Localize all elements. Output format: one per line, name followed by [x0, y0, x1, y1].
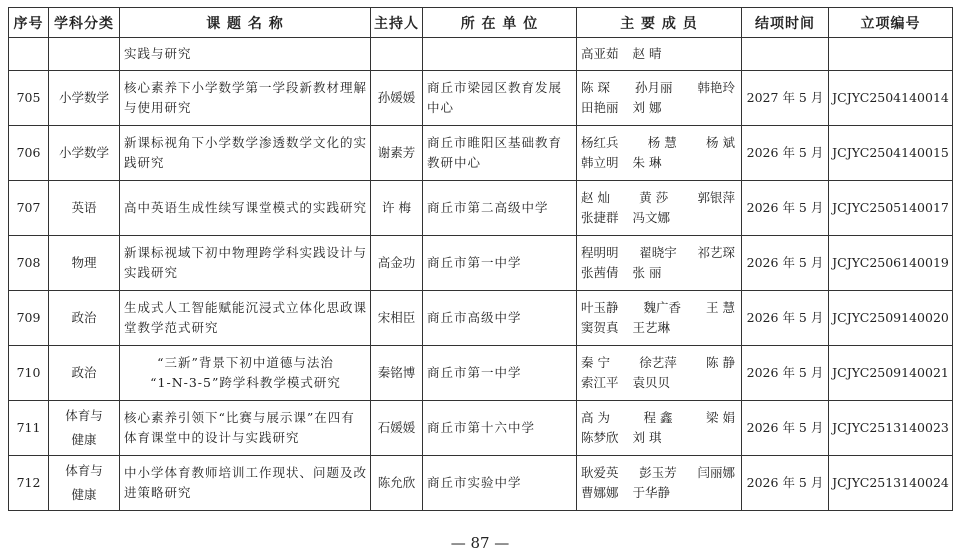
- members-line: [581, 318, 741, 338]
- table-row: [9, 71, 953, 126]
- member-name: 赵 灿: [581, 190, 610, 205]
- row-category-cell: 政治: [49, 346, 120, 401]
- row-project-id-cell: JCJYC2513140024: [829, 456, 953, 511]
- row-end-time-cell: 2026 年 5 月: [742, 401, 829, 456]
- row-host-cell: 孙媛媛: [371, 71, 423, 126]
- cont-host-cell: [371, 38, 423, 71]
- member-name: 刘 娜: [632, 100, 662, 115]
- members-line: [581, 208, 741, 228]
- row-no-cell: 708: [9, 236, 49, 291]
- project-table: [8, 7, 953, 511]
- members-line: [581, 188, 741, 208]
- member-name: 王艺琳: [632, 320, 671, 335]
- row-category-cell: 小学数学: [49, 71, 120, 126]
- row-no-cell: 710: [9, 346, 49, 401]
- cont-end-cell: [742, 38, 829, 71]
- row-unit-cell: 商丘市睢阳区基础教育教研中心: [423, 126, 577, 181]
- member-name: 索江平: [581, 375, 619, 390]
- row-host-cell: 秦铭博: [371, 346, 423, 401]
- member-name: 田艳丽: [581, 100, 619, 115]
- row-no-cell: 705: [9, 71, 49, 126]
- row-project-id-cell: JCJYC2513140023: [829, 401, 953, 456]
- cont-no-cell: [9, 38, 49, 71]
- member-name: 冯文娜: [632, 210, 671, 225]
- row-host-cell: 宋相臣: [371, 291, 423, 346]
- table-header-row: [9, 8, 953, 38]
- header-project-id: 立项编号: [829, 8, 953, 38]
- table-row: [9, 401, 953, 456]
- row-end-time-cell: 2026 年 5 月: [742, 456, 829, 511]
- row-project-id-cell: JCJYC2506140019: [829, 236, 953, 291]
- row-members-cell: [577, 181, 742, 236]
- member-name: 刘 琪: [632, 430, 662, 445]
- row-topic-cell: 核心素养引领下“比赛与展示课”在四有体育课堂中的设计与实践研究: [120, 401, 371, 456]
- members-line: [581, 243, 741, 263]
- row-category-cell: 英语: [49, 181, 120, 236]
- row-end-time-cell: 2026 年 5 月: [742, 236, 829, 291]
- member-name: 翟晓宇: [639, 245, 677, 260]
- member-name: 叶玉静: [581, 300, 619, 315]
- members-line: [581, 483, 741, 503]
- row-members-cell: [577, 71, 742, 126]
- member-name: 彭玉芳: [639, 465, 677, 480]
- cont-category-cell: [49, 38, 120, 71]
- row-unit-cell: 商丘市第二高级中学: [423, 181, 577, 236]
- row-category-cell: 小学数学: [49, 126, 120, 181]
- row-unit-cell: 商丘市第一中学: [423, 346, 577, 401]
- member-name: 耿爱英: [581, 465, 619, 480]
- row-unit-cell: 商丘市实验中学: [423, 456, 577, 511]
- header-unit: 所 在 单 位: [423, 8, 577, 38]
- member-name: 杨 慧: [647, 135, 677, 150]
- row-category-cell: 政治: [49, 291, 120, 346]
- table-row: [9, 291, 953, 346]
- members-line: [581, 373, 741, 393]
- row-no-cell: 709: [9, 291, 49, 346]
- cont-members-cell: [577, 38, 742, 71]
- members-line: [581, 153, 741, 173]
- member-name: 张 丽: [632, 265, 662, 280]
- row-topic-cell: 核心素养下小学数学第一学段新教材理解与使用研究: [120, 71, 371, 126]
- member-name: 韩艳玲: [697, 80, 735, 95]
- member-name: 徐艺萍: [639, 355, 677, 370]
- member-name: 窦贺真: [581, 320, 619, 335]
- header-topic: 课 题 名 称: [120, 8, 371, 38]
- row-project-id-cell: JCJYC2504140015: [829, 126, 953, 181]
- members-line: [581, 408, 741, 428]
- member-name: 程明明: [581, 245, 619, 260]
- row-topic-cell: 高中英语生成性续写课堂模式的实践研究: [120, 181, 371, 236]
- row-members-cell: [577, 346, 742, 401]
- page-number: — 87 —: [450, 534, 510, 552]
- continuation-row: [9, 38, 953, 71]
- header-no: 序号: [9, 8, 49, 38]
- member-name: 陈 静: [706, 355, 735, 370]
- category-line: 体育与: [65, 408, 103, 423]
- topic-line: “三新”背景下初中道德与法治: [157, 355, 334, 370]
- row-host-cell: 石媛媛: [371, 401, 423, 456]
- members-line: [581, 298, 741, 318]
- members-line: [581, 98, 741, 118]
- member-name: 于华静: [632, 485, 671, 500]
- header-end-time: 结项时间: [742, 8, 829, 38]
- member-name: 赵 晴: [632, 46, 662, 61]
- member-name: 高 为: [581, 410, 610, 425]
- members-line: [581, 263, 741, 283]
- row-host-cell: 许 梅: [371, 181, 423, 236]
- cont-id-cell: [829, 38, 953, 71]
- row-project-id-cell: JCJYC2509140020: [829, 291, 953, 346]
- header-host: 主持人: [371, 8, 423, 38]
- table-row: [9, 126, 953, 181]
- member-name: 高亚茹: [581, 46, 619, 61]
- row-end-time-cell: 2026 年 5 月: [742, 291, 829, 346]
- member-name: 王 慧: [706, 300, 735, 315]
- row-host-cell: 陈允欣: [371, 456, 423, 511]
- member-name: 秦 宁: [581, 355, 610, 370]
- row-no-cell: 706: [9, 126, 49, 181]
- row-unit-cell: 商丘市梁园区教育发展中心: [423, 71, 577, 126]
- row-project-id-cell: JCJYC2509140021: [829, 346, 953, 401]
- member-name: 朱 琳: [632, 155, 662, 170]
- row-end-time-cell: 2026 年 5 月: [742, 126, 829, 181]
- members-line: [581, 463, 741, 483]
- member-name: 袁贝贝: [632, 375, 671, 390]
- table-row: [9, 236, 953, 291]
- member-name: 张茜倩: [581, 265, 619, 280]
- row-topic-cell: 新课标视域下初中物理跨学科实践设计与实践研究: [120, 236, 371, 291]
- member-name: 梁 娟: [706, 410, 735, 425]
- row-no-cell: 707: [9, 181, 49, 236]
- member-name: 张捷群: [581, 210, 619, 225]
- cont-unit-cell: [423, 38, 577, 71]
- row-topic-cell: 生成式人工智能赋能沉浸式立体化思政课堂教学范式研究: [120, 291, 371, 346]
- row-end-time-cell: 2027 年 5 月: [742, 71, 829, 126]
- member-name: 韩立明: [581, 155, 619, 170]
- member-name: 程 鑫: [643, 410, 673, 425]
- row-topic-cell: [120, 346, 371, 401]
- row-members-cell: [577, 236, 742, 291]
- row-unit-cell: 商丘市第十六中学: [423, 401, 577, 456]
- category-line: 健康: [71, 432, 97, 447]
- table-row: [9, 456, 953, 511]
- row-host-cell: 高金功: [371, 236, 423, 291]
- member-name: 杨 斌: [706, 135, 735, 150]
- row-members-cell: [577, 456, 742, 511]
- row-end-time-cell: 2026 年 5 月: [742, 181, 829, 236]
- table-row: [9, 346, 953, 401]
- member-name: 祁艺琛: [697, 245, 735, 260]
- member-name: 孙月丽: [634, 80, 673, 95]
- row-no-cell: 711: [9, 401, 49, 456]
- members-line: [581, 353, 741, 373]
- header-category: 学科分类: [49, 8, 120, 38]
- row-members-cell: [577, 126, 742, 181]
- header-members: 主 要 成 员: [577, 8, 742, 38]
- row-category-cell: [49, 401, 120, 456]
- members-line: [581, 133, 741, 153]
- cont-topic-cell: 实践与研究: [120, 38, 371, 71]
- row-project-id-cell: JCJYC2504140014: [829, 71, 953, 126]
- member-name: 陈梦欣: [581, 430, 619, 445]
- member-name: 魏广香: [643, 300, 682, 315]
- row-category-cell: [49, 456, 120, 511]
- members-line: [581, 78, 741, 98]
- row-topic-cell: 中小学体育教师培训工作现状、问题及改进策略研究: [120, 456, 371, 511]
- member-name: 闫丽娜: [697, 465, 735, 480]
- row-end-time-cell: 2026 年 5 月: [742, 346, 829, 401]
- table-row: [9, 181, 953, 236]
- category-line: 健康: [71, 487, 97, 502]
- member-name: 陈 琛: [581, 80, 610, 95]
- member-name: 杨红兵: [581, 135, 619, 150]
- member-name: 曹娜娜: [581, 485, 619, 500]
- member-name: 郭银萍: [697, 190, 735, 205]
- topic-line: “1-N-3-5”跨学科教学模式研究: [150, 375, 341, 390]
- row-members-cell: [577, 291, 742, 346]
- row-topic-cell: 新课标视角下小学数学渗透数学文化的实践研究: [120, 126, 371, 181]
- row-project-id-cell: JCJYC2505140017: [829, 181, 953, 236]
- row-unit-cell: 商丘市高级中学: [423, 291, 577, 346]
- category-line: 体育与: [65, 463, 103, 478]
- member-name: 黄 莎: [639, 190, 669, 205]
- row-unit-cell: 商丘市第一中学: [423, 236, 577, 291]
- members-line: [581, 428, 741, 448]
- row-no-cell: 712: [9, 456, 49, 511]
- row-category-cell: 物理: [49, 236, 120, 291]
- row-host-cell: 谢素芳: [371, 126, 423, 181]
- row-members-cell: [577, 401, 742, 456]
